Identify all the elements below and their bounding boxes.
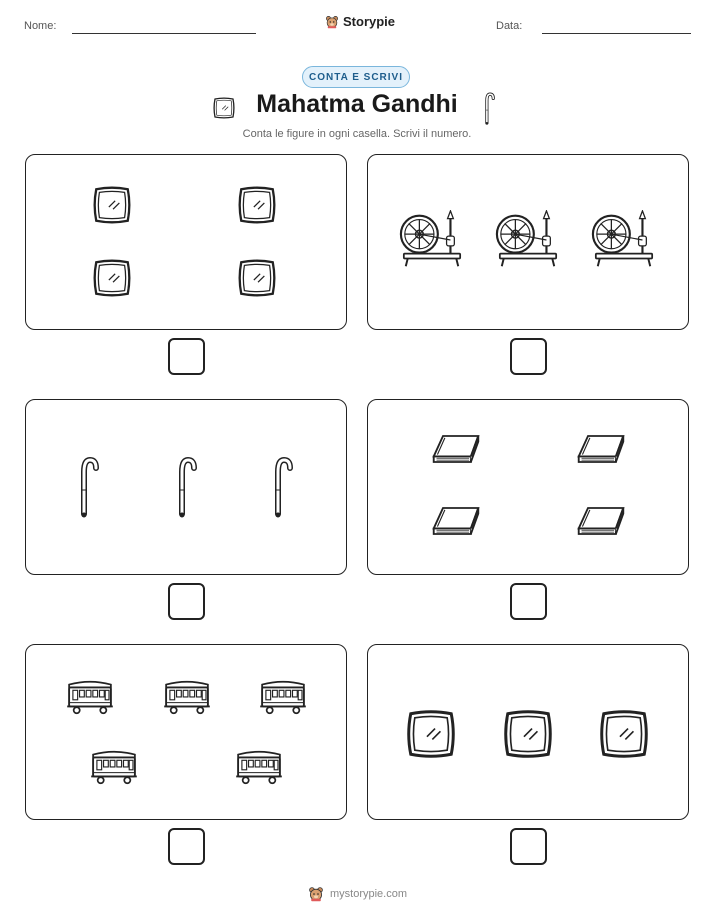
book-icon bbox=[430, 432, 482, 466]
book-icon bbox=[575, 432, 627, 466]
spinning-wheel-icon bbox=[398, 210, 466, 270]
count-card-3 bbox=[25, 399, 347, 575]
walking-stick-icon bbox=[174, 456, 198, 520]
footer bbox=[308, 886, 407, 902]
count-card-1 bbox=[25, 154, 347, 330]
walking-stick-icon bbox=[270, 456, 294, 520]
cloth-square-icon bbox=[236, 257, 278, 299]
train-car-icon bbox=[234, 747, 284, 785]
date-label: Data: bbox=[496, 20, 523, 32]
name-label: Nome: bbox=[24, 20, 57, 32]
page-title: Mahatma Gandhi bbox=[256, 90, 458, 118]
train-car-icon bbox=[89, 747, 139, 785]
cloth-square-icon bbox=[236, 184, 278, 226]
bear-mascot-icon bbox=[325, 15, 339, 29]
name-field-line[interactable] bbox=[72, 33, 256, 34]
footer-url[interactable]: mystorypie.com bbox=[330, 888, 408, 900]
date-field-line[interactable] bbox=[542, 33, 691, 34]
walking-stick-icon bbox=[482, 92, 496, 126]
cloth-square-icon bbox=[91, 184, 133, 226]
instructions: Conta le figure in ogni casella. Scrivi il numero. bbox=[242, 128, 472, 140]
answer-box-1[interactable] bbox=[168, 338, 205, 375]
train-car-icon bbox=[162, 677, 212, 715]
cloth-square-icon bbox=[501, 707, 555, 761]
bear-mascot-icon bbox=[308, 886, 324, 902]
train-car-icon bbox=[65, 677, 115, 715]
brand-logo bbox=[325, 14, 395, 29]
cloth-square-icon bbox=[91, 257, 133, 299]
answer-box-4[interactable] bbox=[510, 583, 547, 620]
book-icon bbox=[575, 504, 627, 538]
answer-box-6[interactable] bbox=[510, 828, 547, 865]
count-card-5 bbox=[25, 644, 347, 820]
count-card-2 bbox=[367, 154, 689, 330]
book-icon bbox=[430, 504, 482, 538]
walking-stick-icon bbox=[76, 456, 100, 520]
spinning-wheel-icon bbox=[494, 210, 562, 270]
count-card-6 bbox=[367, 644, 689, 820]
brand-name: Storypie bbox=[343, 14, 396, 29]
cloth-square-icon bbox=[404, 707, 458, 761]
activity-badge: CONTA E SCRIVI bbox=[302, 66, 410, 88]
spinning-wheel-icon bbox=[590, 210, 658, 270]
count-card-4 bbox=[367, 399, 689, 575]
answer-box-5[interactable] bbox=[168, 828, 205, 865]
answer-box-2[interactable] bbox=[510, 338, 547, 375]
train-car-icon bbox=[258, 677, 308, 715]
answer-box-3[interactable] bbox=[168, 583, 205, 620]
cloth-square-icon bbox=[597, 707, 651, 761]
